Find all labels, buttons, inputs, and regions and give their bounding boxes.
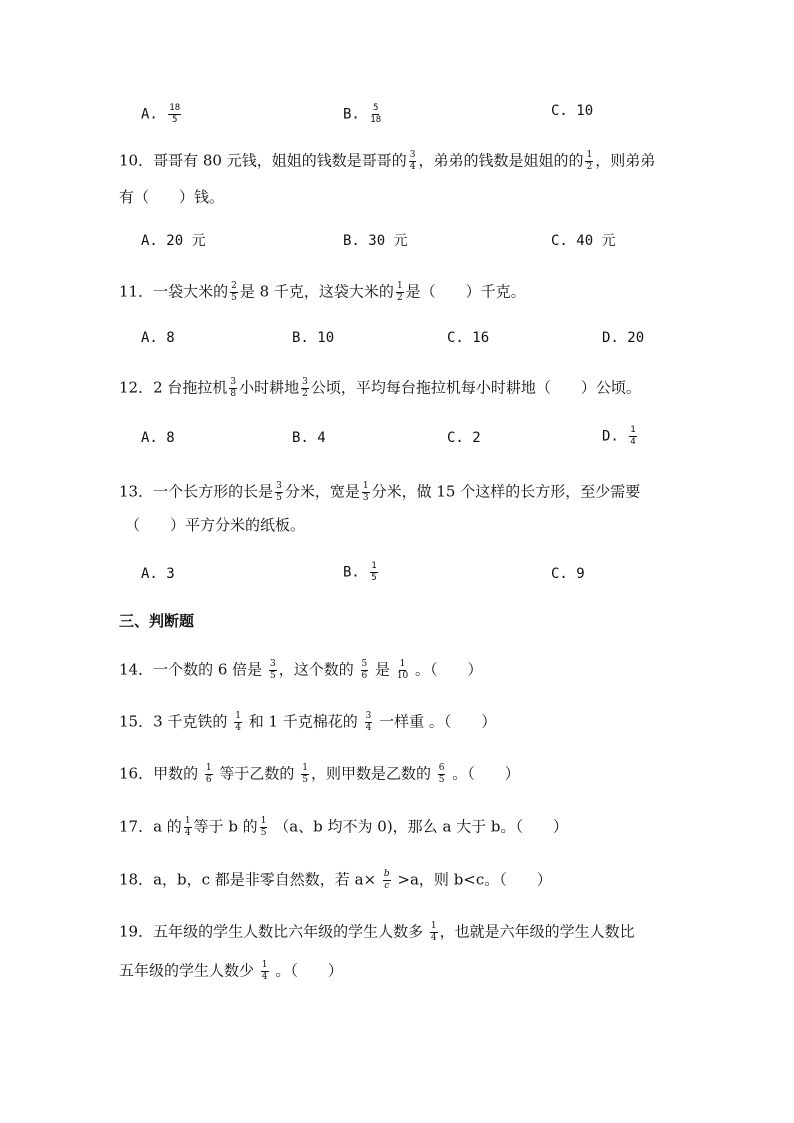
q16-line — [119, 764, 520, 785]
q17-text-1: a 的 — [153, 817, 182, 836]
q17-line — [119, 817, 568, 838]
q15-text-3: 一样重 。（ ） — [379, 712, 497, 731]
q10-option-b[interactable] — [343, 234, 408, 248]
q13-option-a-label: A. — [141, 566, 158, 582]
q12-option-d-label: D. — [602, 428, 619, 445]
q11-line-1 — [119, 282, 526, 303]
q13-option-b-label: B. — [343, 564, 360, 581]
q17-f1-num: 1 — [184, 816, 191, 826]
q11-option-d-text: 20 — [627, 330, 645, 346]
q19-line-1 — [119, 922, 635, 943]
q11-text-1: 一袋大米的 — [153, 282, 229, 301]
q16-f3-num: 6 — [438, 763, 445, 773]
q13-f2-num: 1 — [362, 481, 369, 491]
q15-fraction-1 — [234, 712, 242, 733]
q9-option-b-den: 18 — [370, 115, 382, 125]
q13-option-c-label: C. — [551, 566, 568, 582]
q11-option-a-text: 8 — [166, 330, 175, 346]
q17-f2-den: 5 — [260, 828, 267, 838]
q14-f3-num: 1 — [399, 659, 406, 669]
q9-option-c-text: 10 — [576, 103, 594, 119]
q12-option-c-text: 2 — [472, 430, 481, 446]
q14-f2-den: 6 — [361, 671, 368, 681]
q12-option-b-label: B. — [292, 430, 309, 446]
q12-f2-num: 3 — [302, 377, 308, 387]
q19-number: 19． — [119, 922, 154, 941]
q12-option-a-label: A. — [141, 430, 158, 446]
q11-option-b[interactable] — [292, 331, 334, 345]
q12-text-1: 2 台拖拉机 — [153, 378, 228, 397]
q9-option-b-num: 5 — [373, 103, 379, 113]
q15-f1-den: 4 — [235, 723, 241, 733]
q12-text-2: 小时耕地 — [239, 378, 300, 397]
q10-number: 10． — [119, 151, 154, 170]
q15-text-1: 3 千克铁的 — [153, 712, 228, 731]
q19-f1-den: 4 — [430, 933, 437, 943]
q10-option-b-text: 30 元 — [368, 233, 408, 249]
q17-f1-den: 4 — [184, 828, 191, 838]
q12-option-d[interactable] — [602, 426, 639, 447]
q10-option-a-label: A. — [141, 233, 158, 249]
q15-text-2: 和 1 千克棉花的 — [248, 712, 358, 731]
q18-text-2: >a，则 b<c。（ ） — [397, 870, 552, 889]
q9-option-a-den: 5 — [172, 115, 178, 125]
q13-text-3: 分米，做 15 个这样的长方形，至少需要 — [371, 482, 641, 501]
q13-option-c-text: 9 — [576, 566, 585, 582]
q13-option-b[interactable] — [343, 562, 380, 583]
q13-option-a-text: 3 — [166, 566, 175, 582]
q13-f1-den: 5 — [276, 493, 282, 503]
q19-text-4: 。（ ） — [275, 961, 343, 980]
q18-line — [119, 870, 552, 891]
q11-option-c[interactable] — [447, 331, 489, 345]
q14-fraction-2 — [361, 660, 369, 681]
q18-fraction-1 — [383, 870, 391, 891]
q14-text-4: 。（ ） — [415, 660, 483, 679]
q10-option-a[interactable] — [141, 234, 206, 248]
q11-f2-den: 2 — [396, 293, 403, 303]
q16-f3-den: 5 — [438, 775, 445, 785]
q16-fraction-1 — [205, 764, 213, 785]
q10-option-b-label: B. — [343, 233, 360, 249]
q12-option-d-den: 4 — [630, 437, 636, 447]
q14-text-2: ，这个数的 — [278, 660, 354, 679]
q14-f2-num: 5 — [361, 659, 368, 669]
q11-text-2: 是 8 千克，这袋大米的 — [239, 282, 394, 301]
q12-option-d-fraction — [629, 426, 636, 447]
q9-option-a-num: 18 — [169, 103, 181, 113]
q10-option-c[interactable] — [551, 234, 616, 248]
q9-option-a-label: A. — [141, 106, 158, 123]
q11-fraction-1 — [230, 282, 238, 303]
q17-text-3: （a、b 均不为 0)，那么 a 大于 b。（ ） — [274, 817, 569, 836]
q10-option-a-text: 20 元 — [166, 233, 206, 249]
q16-text-4: 。（ ） — [452, 764, 520, 783]
q18-f1-den: c — [384, 881, 390, 891]
q13-f1-num: 3 — [276, 481, 282, 491]
q19-line-2 — [119, 961, 343, 982]
q11-f2-num: 1 — [396, 281, 403, 291]
q11-option-b-text: 10 — [317, 330, 335, 346]
q17-fraction-1 — [184, 817, 192, 838]
q10-text-3: ，则弟弟 — [595, 151, 656, 170]
q11-option-c-text: 16 — [472, 330, 490, 346]
q16-f1-den: 6 — [205, 775, 212, 785]
q16-number: 16． — [119, 764, 154, 783]
q15-line — [119, 712, 496, 733]
q19-text-1: 五年级的学生人数比六年级的学生人数多 — [153, 922, 424, 941]
q15-f2-den: 4 — [365, 723, 372, 733]
q13-option-b-fraction — [370, 562, 377, 583]
q12-option-b[interactable] — [292, 431, 326, 445]
q16-text-1: 甲数的 — [153, 764, 199, 783]
q12-line-1 — [119, 378, 641, 399]
q16-text-2: 等于乙数的 — [219, 764, 295, 783]
q13-fraction-1 — [275, 482, 283, 503]
q15-f1-num: 1 — [235, 711, 241, 721]
q18-number: 18． — [119, 870, 154, 889]
q13-text-1: 一个长方形的长是 — [153, 482, 274, 501]
q12-f1-den: 8 — [230, 389, 237, 399]
q10-line-2 — [119, 190, 224, 205]
q10-f2-den: 2 — [586, 162, 593, 172]
q10-f1-num: 3 — [409, 150, 416, 160]
q14-f3-den: 10 — [396, 671, 409, 681]
q10-fraction-1 — [409, 151, 417, 172]
q12-option-a-text: 8 — [166, 430, 175, 446]
q18-f1-num: b — [383, 869, 390, 879]
q19-text-2: ，也就是六年级的学生人数比 — [439, 922, 635, 941]
q13-line-1 — [119, 482, 640, 503]
q9-option-c[interactable] — [551, 104, 593, 118]
q10-option-c-text: 40 元 — [576, 233, 616, 249]
q15-fraction-2 — [365, 712, 373, 733]
q16-f2-num: 1 — [302, 763, 308, 773]
q12-number: 12． — [119, 378, 154, 397]
q13-option-b-num: 1 — [371, 561, 377, 571]
q14-f1-den: 5 — [269, 671, 276, 681]
q13-text-2: 分米，宽是 — [284, 482, 360, 501]
q12-option-d-num: 1 — [630, 425, 636, 435]
q11-option-a-label: A. — [141, 330, 158, 346]
q13-option-c[interactable] — [551, 567, 585, 581]
q16-f2-den: 5 — [302, 775, 308, 785]
q11-option-d-label: D. — [602, 330, 619, 346]
q12-option-a[interactable] — [141, 431, 175, 445]
q14-fraction-1 — [269, 660, 277, 681]
q14-f1-num: 3 — [269, 659, 276, 669]
q12-fraction-1 — [229, 378, 237, 399]
q11-option-b-label: B. — [292, 330, 309, 346]
q17-fraction-2 — [260, 817, 268, 838]
q10-fraction-2 — [585, 151, 593, 172]
q13-text-4: （ ）平方分米的纸板。 — [125, 516, 306, 534]
q13-fraction-2 — [362, 482, 370, 503]
q12-f1-num: 3 — [230, 377, 237, 387]
q18-text-1: a，b，c 都是非零自然数，若 a× — [153, 870, 377, 889]
q10-f2-num: 1 — [586, 150, 593, 160]
q16-text-3: ，则甲数是乙数的 — [310, 764, 431, 783]
q13-option-a[interactable] — [141, 567, 175, 581]
q11-option-d[interactable] — [602, 331, 644, 345]
q11-fraction-2 — [396, 282, 404, 303]
q10-text-4: 有（ ）钱。 — [119, 188, 225, 206]
q14-fraction-3 — [397, 660, 408, 681]
q9-option-b[interactable] — [343, 104, 383, 125]
q12-fraction-2 — [301, 378, 309, 399]
q17-number: 17． — [119, 817, 154, 836]
q19-fraction-2 — [261, 961, 269, 982]
q12-f2-den: 2 — [302, 389, 308, 399]
q14-number: 14． — [119, 660, 154, 679]
q11-f1-num: 2 — [231, 281, 237, 291]
q19-text-3: 五年级的学生人数少 — [119, 961, 255, 980]
q10-text-1: 哥哥有 80 元钱，姐姐的钱数是哥哥的 — [153, 151, 407, 170]
q11-number: 11． — [119, 282, 154, 301]
q14-text-3: 是 — [375, 660, 391, 679]
q16-f1-num: 1 — [205, 763, 212, 773]
q16-fraction-3 — [438, 764, 446, 785]
q19-f2-num: 1 — [261, 960, 268, 970]
section-3-title: 三、判断题 — [119, 612, 195, 630]
q15-number: 15． — [119, 712, 154, 731]
q9-option-c-label: C. — [551, 103, 568, 119]
q11-option-a[interactable] — [141, 331, 175, 345]
q11-text-3: 是（ ）千克。 — [405, 282, 526, 301]
q17-text-2: 等于 b 的 — [193, 817, 258, 836]
q10-option-c-label: C. — [551, 233, 568, 249]
q12-option-c[interactable] — [447, 431, 481, 445]
q10-line-1 — [119, 151, 655, 172]
q17-f2-num: 1 — [260, 816, 267, 826]
q9-option-a-fraction — [168, 104, 181, 125]
q9-option-b-fraction — [370, 104, 381, 125]
q13-line-2 — [125, 518, 305, 533]
q19-fraction-1 — [430, 922, 438, 943]
q9-option-a[interactable] — [141, 104, 183, 125]
q14-text-1: 一个数的 6 倍是 — [153, 660, 263, 679]
q11-f1-den: 5 — [231, 293, 237, 303]
q12-option-c-label: C. — [447, 430, 464, 446]
q9-option-b-label: B. — [343, 106, 360, 123]
q19-f1-num: 1 — [430, 921, 437, 931]
q12-option-b-text: 4 — [317, 430, 326, 446]
q19-f2-den: 4 — [261, 972, 268, 982]
q14-line — [119, 660, 483, 681]
q12-text-3: 公顷，平均每台拖拉机每小时耕地（ ）公顷。 — [310, 378, 641, 397]
q13-option-b-den: 5 — [371, 573, 377, 583]
q10-f1-den: 4 — [409, 162, 416, 172]
q16-fraction-2 — [301, 764, 309, 785]
q13-number: 13． — [119, 482, 154, 501]
q13-f2-den: 3 — [362, 493, 369, 503]
q15-f2-num: 3 — [365, 711, 372, 721]
q10-text-2: ，弟弟的钱数是姐姐的的 — [418, 151, 584, 170]
q11-option-c-label: C. — [447, 330, 464, 346]
